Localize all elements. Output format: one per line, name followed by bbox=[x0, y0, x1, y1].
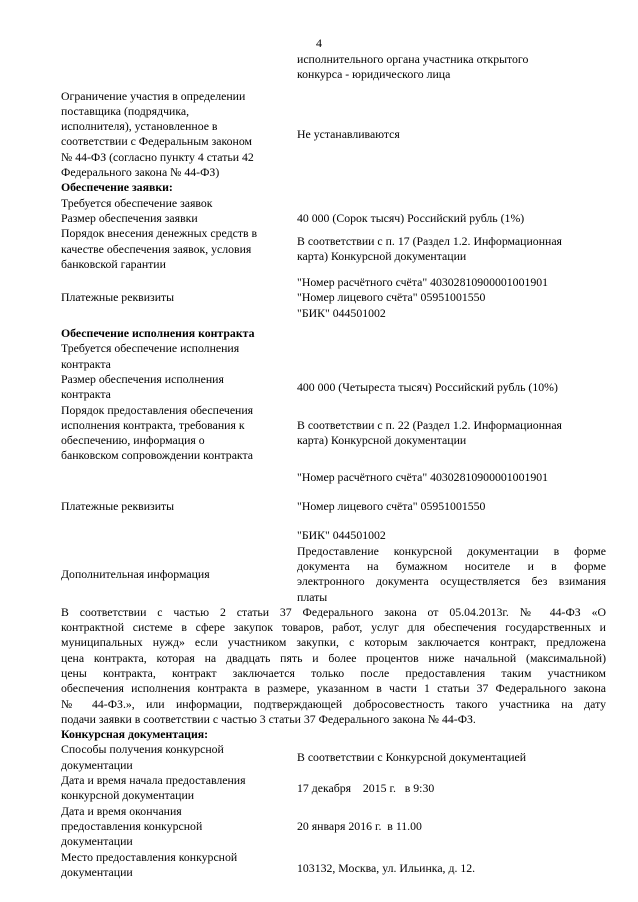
legal-paragraph: В соответствии с частью 2 статьи 37 Федерального закона от 05.04.2013г. № 44-ФЗ «О контрактной системе в сфере закупок товаров, работ, услуг для обеспечения государственных и муниципальных нужд» если участником закупки, с которым заключается контракт, предложена цена контракта, которая на двадцать пять и более процентов ниже начальной (максимальной) цены контракта, контракт заключается только после предоставления таким участником обеспечения исполнения контракта в размере, указанном в части 1 статьи 37 Федерального закона № 44-ФЗ.», или информации, подтверждающей добросовестность такого участника на дату подачи заявки в соответствии с частью 3 статьи 37 Федерального закона № 44-ФЗ. bbox=[61, 604, 606, 726]
tender-start-row bbox=[61, 773, 606, 804]
contract-payment-row bbox=[61, 499, 606, 514]
bid-order-value: В соответствии с п. 17 (Раздел 1.2. Информационная карта) Конкурсной документации bbox=[297, 233, 562, 264]
tender-end-value: 20 января 2016 г. в 11.00 bbox=[297, 818, 422, 833]
contract-size-row bbox=[61, 372, 606, 403]
contract-security-heading: Обеспечение исполнения контракта bbox=[61, 326, 255, 341]
bid-size-row bbox=[61, 211, 606, 226]
continuation-line: конкурса - юридического лица bbox=[297, 67, 451, 82]
contract-personal-value: "Номер лицевого счёта" 05951001550 bbox=[297, 499, 486, 514]
contract-bik-value: "БИК" 044501002 bbox=[297, 528, 386, 543]
bid-payment-label: Платежные реквизиты bbox=[61, 290, 175, 305]
tender-end-row bbox=[61, 804, 606, 850]
page-number: 4 bbox=[316, 36, 322, 50]
contract-size-label: Размер обеспечения исполнения контракта bbox=[61, 371, 224, 402]
bid-size-value: 40 000 (Сорок тысяч) Российский рубль (1%) bbox=[297, 210, 525, 225]
restriction-label: Ограничение участия в определении поставщика (подрядчика, исполнителя), установленное в соответствии с Федеральным законом № 44-ФЗ (согласно пункту 4 статьи 42 Федерального закона № 44-ФЗ) bbox=[61, 88, 254, 180]
restriction-value: Не устанавливаются bbox=[297, 126, 400, 141]
tender-methods-row bbox=[61, 742, 606, 773]
tender-start-label: Дата и время начала предоставления конкурсной документации bbox=[61, 773, 246, 803]
tender-place-value: 103132, Москва, ул. Ильинка, д. 12. bbox=[297, 861, 476, 876]
contract-account-row bbox=[61, 470, 606, 485]
contract-payment-label: Платежные реквизиты bbox=[61, 499, 175, 514]
continuation-row bbox=[61, 52, 606, 83]
contract-order-label: Порядок предоставления обеспечения исполнения контракта, требования к обеспечению, информация о банковском сопровождении контракта bbox=[61, 402, 254, 463]
tender-methods-value: В соответствии с Конкурсной документацией bbox=[297, 750, 527, 765]
bid-security-required: Требуется обеспечение заявок bbox=[61, 195, 213, 210]
tender-docs-heading: Конкурсная документация: bbox=[61, 727, 209, 742]
contract-security-required: Требуется обеспечение исполнения контракта bbox=[61, 341, 240, 371]
additional-info-value: Предоставление конкурсной документации в форме документа на бумажном носителе и в форме электронного документа осуществляется без взимания платы bbox=[297, 543, 606, 604]
tender-place-label: Место предоставления конкурсной документации bbox=[61, 849, 238, 879]
additional-info-label: Дополнительная информация bbox=[61, 566, 210, 581]
tender-place-row bbox=[61, 850, 606, 881]
tender-start-value: 17 декабря 2015 г. в 9:30 bbox=[297, 780, 435, 795]
bid-size-label: Размер обеспечения заявки bbox=[61, 210, 198, 225]
contract-size-value: 400 000 (Четыреста тысяч) Российский рубль (10%) bbox=[297, 379, 558, 394]
tender-end-label: Дата и время окончания предоставления конкурсной документации bbox=[61, 803, 203, 849]
bid-security-heading: Обеспечение заявки: bbox=[61, 180, 173, 195]
document-body bbox=[61, 52, 606, 880]
additional-info-row bbox=[61, 544, 606, 605]
contract-bik-row bbox=[61, 528, 606, 543]
bid-payment-row bbox=[61, 275, 606, 321]
bid-payment-value: "Номер расчётного счёта" 40302810900001001901 "Номер лицевого счёта" 05951001550 "БИК" 044501002 bbox=[297, 275, 549, 320]
contract-order-row bbox=[61, 403, 606, 464]
bid-order-label: Порядок внесения денежных средств в качестве обеспечения заявок, условия банковской гарантии bbox=[61, 226, 258, 271]
continuation-line: исполнительного органа участника открытого bbox=[297, 52, 529, 66]
tender-methods-label: Способы получения конкурсной документации bbox=[61, 742, 224, 772]
bid-order-row bbox=[61, 226, 606, 272]
contract-account-value: "Номер расчётного счёта" 40302810900001001901 bbox=[297, 469, 549, 484]
restriction-row bbox=[61, 89, 606, 181]
contract-order-value: В соответствии с п. 22 (Раздел 1.2. Информационная карта) Конкурсной документации bbox=[297, 417, 562, 448]
